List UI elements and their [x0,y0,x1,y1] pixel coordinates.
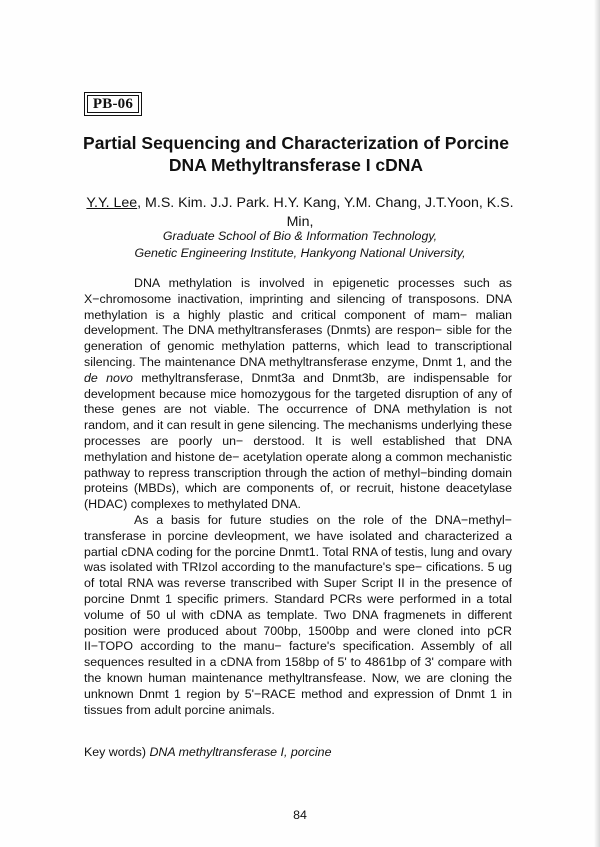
keywords-label: Key words) [84,745,146,759]
poster-id-badge [84,92,142,116]
abstract-paragraph-2: As a basis for future studies on the role of the DNA−methyl− transferase in porcine devleopment, we have isolated and characterized a partial cDNA coding for the porcine Dnmt1. Total RNA of testis, lung and ovary was isolated with TRIzol according to the manufacture's spe− cifications. 5 ug of total RNA was reverse transcribed with Super Script II in the presence of porcine Dnmt 1 specific primers. Standard PCRs were performed in a total volume of 50 ul with cDNA as template. Two DNA fragmenets in different position were produced about 700bp, 1500bp and were cloned into pCR II−TOPO according to the manu− facture's specification. Assembly of all sequences resulted in a cDNA from 158bp of 5' to 4861bp of 3' compare with the known human maintenance methyltransfease. Now, we are cloning the unknown Dnmt 1 region by 5'−RACE method and expression of Dnmt 1 in tissues from adult porcine animals. [84,512,512,717]
paragraph-1-part-a: DNA methylation is involved in epigenetic processes such as X−chromosome inactivation, imprinting and silencing of transposons. DNA methylation is a highly plastic and critical component of mam− malian development. The DNA methyltransferases (Dnmts) are respon− sible for the generation of genomic methylation patterns, which lead to transcriptional silencing. The maintenance DNA methyltransferase enzyme, Dnmt 1, and the [84,276,512,369]
paper-title [40,132,552,176]
title-line-1: Partial Sequencing and Characterization of Porcine [83,133,509,153]
paragraph-1-part-b: methyltransferase, Dnmt3a and Dnmt3b, are indispensable for development because mice homozygous for the targeted disruption of any of these genes are not viable. The occurrence of DNA methylation is not random, and it can result in gene silencing. The mechanisms underlying these processes are poorly un− derstood. It is well established that DNA methylation and histone de− acetylation operate along a common mechanistic pathway to repress transcription through the action of methyl−binding domain proteins (MBDs), which are components of, or recruit, histone deacetylase (HDAC) complexes to methylated DNA. [84,370,513,512]
abstract-body [84,276,512,718]
co-authors: , M.S. Kim. J.J. Park. H.Y. Kang, Y.M. Chang, J.T.Yoon, K.S. Min, [137,195,514,230]
paragraph-1-italic: de novo [84,370,133,385]
author-list [80,194,520,232]
affiliation-line-2: Genetic Engineering Institute, Hankyong National University, [134,245,466,260]
poster-id-label: PB-06 [92,95,134,112]
presenting-author: Y.Y. Lee [86,195,138,211]
keywords-value: DNA methyltransferase I, porcine [149,745,332,759]
abstract-paragraph-1 [84,276,512,513]
title-line-2: DNA Methyltransferase I cDNA [168,155,424,175]
keywords-line [84,744,512,760]
affiliation-line-1: Graduate School of Bio & Information Technology, [162,229,438,243]
page-edge-shadow [594,0,600,847]
page-number: 84 [293,808,307,822]
affiliation [60,228,540,261]
